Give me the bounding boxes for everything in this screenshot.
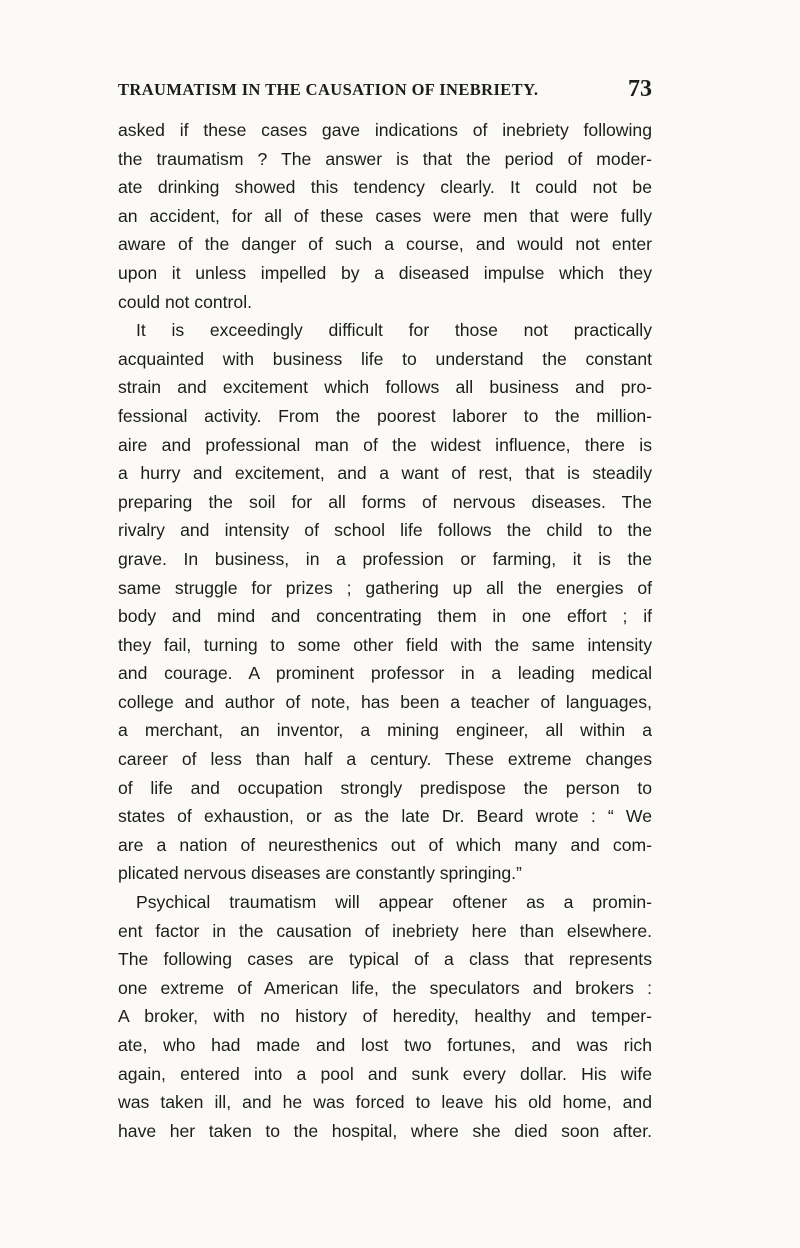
text-line: upon it unless impelled by a diseased impulse which they (118, 262, 652, 283)
text-line: acquainted with business life to understand the constant (118, 348, 652, 369)
text-line: ent factor in the causation of inebriety here than elsewhere. (118, 920, 652, 941)
running-head: TRAUMATISM IN THE CAUSATION OF INEBRIETY. (118, 80, 539, 99)
text-line: ate, who had made and lost two fortunes, and was rich (118, 1035, 652, 1055)
text-line: It is exceedingly difficult for those not practically (136, 320, 652, 341)
text-line: are a nation of neuresthenics out of which many and com- (118, 834, 652, 855)
text-line: fessional activity. From the poorest laborer to the million- (118, 405, 652, 426)
text-line: an accident, for all of these cases were men that were fully (118, 205, 652, 226)
text-line: plicated nervous diseases are constantly springing.” (118, 863, 522, 884)
text-line: aire and professional man of the widest influence, there is (118, 434, 652, 455)
text-line: body and mind and concentrating them in one effort ; if (118, 606, 652, 627)
page-header (118, 76, 652, 106)
text-line: ate drinking showed this tendency clearly. It could not be (118, 177, 652, 198)
text-line: and courage. A prominent professor in a leading medical (118, 663, 652, 684)
text-line: of life and occupation strongly predispose the person to (118, 777, 652, 798)
text-line: again, entered into a pool and sunk every dollar. His wife (118, 1063, 652, 1084)
text-line: career of less than half a century. These extreme changes (118, 749, 652, 770)
text-line: preparing the soil for all forms of nervous diseases. The (118, 491, 652, 512)
text-line: could not control. (118, 291, 252, 312)
text-line: The following cases are typical of a class that represents (118, 949, 652, 970)
text-line: aware of the danger of such a course, and would not enter (118, 234, 652, 255)
text-line: have her taken to the hospital, where she died soon after. (118, 1120, 652, 1141)
text-line: A broker, with no history of heredity, healthy and temper- (118, 1006, 652, 1027)
text-line: Psychical traumatism will appear oftener as a promin- (136, 892, 652, 913)
page-number: 73 (628, 76, 652, 102)
text-line: states of exhaustion, or as the late Dr. Beard wrote : “ We (118, 806, 652, 827)
text-line: rivalry and intensity of school life follows the child to the (118, 520, 652, 541)
text-line: they fail, turning to some other field with the same intensity (118, 634, 652, 655)
text-line: was taken ill, and he was forced to leave his old home, and (118, 1092, 652, 1113)
text-line: strain and excitement which follows all business and pro- (118, 377, 652, 398)
text-line: the traumatism ? The answer is that the period of moder- (118, 148, 652, 169)
text-line: asked if these cases gave indications of inebriety following (118, 120, 652, 140)
text-line: a hurry and excitement, and a want of rest, that is steadily (118, 463, 652, 484)
text-line: college and author of note, has been a teacher of languages, (118, 691, 652, 712)
text-line: a merchant, an inventor, a mining engineer, all within a (118, 720, 652, 741)
text-line: same struggle for prizes ; gathering up all the energies of (118, 577, 652, 598)
text-line: grave. In business, in a profession or farming, it is the (118, 548, 652, 569)
body-text (118, 116, 652, 1145)
text-line: one extreme of American life, the speculators and brokers : (118, 977, 652, 998)
